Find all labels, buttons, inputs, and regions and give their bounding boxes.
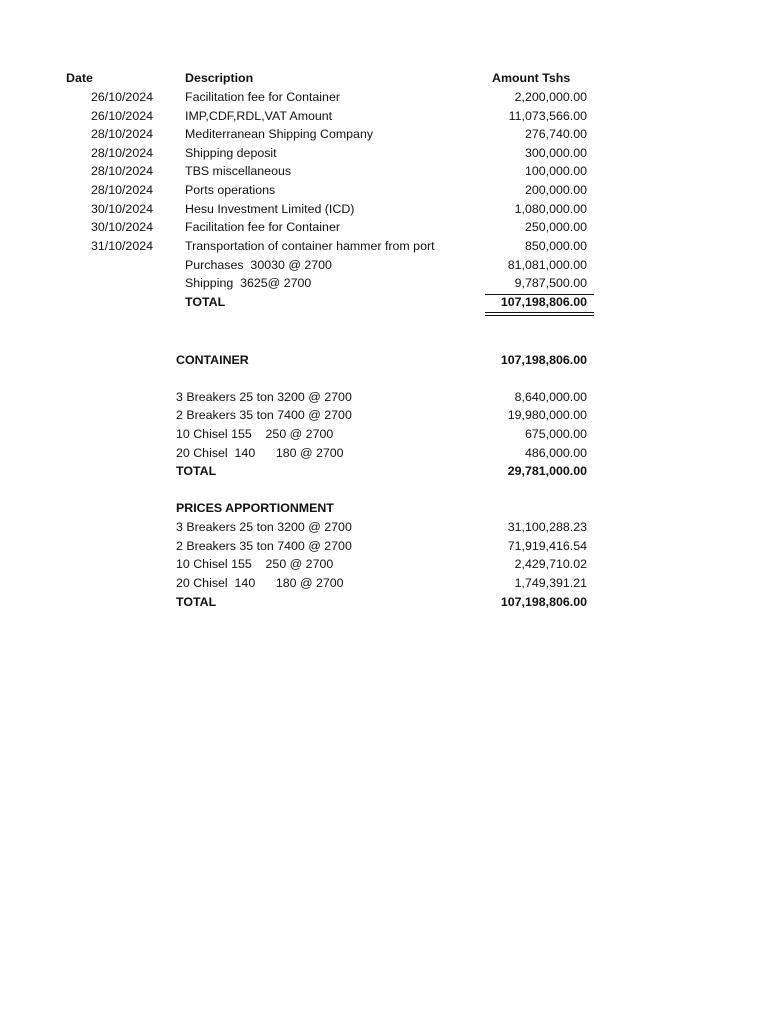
header-row: [0, 69, 768, 88]
apportionment-item-description: 3 Breakers 25 ton 3200 @ 2700: [176, 520, 352, 534]
expense-description: Shipping 3625@ 2700: [185, 276, 312, 290]
container-item-amount: 19,980,000.00: [507, 408, 587, 422]
container-item-amount: 486,000.00: [524, 446, 587, 460]
expense-row: [0, 144, 768, 163]
expense-description: Facilitation fee for Container: [185, 220, 340, 234]
description-header: Description: [185, 71, 254, 85]
expense-amount: 250,000.00: [524, 220, 587, 234]
container-item-amount: 675,000.00: [524, 427, 587, 441]
apportionment-item-description: 10 Chisel 155 250 @ 2700: [176, 557, 334, 571]
container-item-row: [0, 425, 768, 444]
expenses-total-amount: 107,198,806.00: [500, 295, 587, 309]
expense-amount: 81,081,000.00: [507, 258, 587, 272]
expense-row: [0, 125, 768, 144]
apportionment-total-amount: 107,198,806.00: [500, 595, 587, 609]
expense-row: [0, 256, 768, 275]
container-item-row: [0, 444, 768, 463]
expense-row: [0, 218, 768, 237]
expense-amount: 1,080,000.00: [514, 202, 587, 216]
apportionment-header-row: [0, 499, 768, 518]
container-item-description: 3 Breakers 25 ton 3200 @ 2700: [176, 390, 352, 404]
container-item-amount: 8,640,000.00: [514, 390, 587, 404]
apportionment-item-amount: 1,749,391.21: [514, 576, 587, 590]
total-double-underline: [485, 312, 594, 316]
apportionment-label: PRICES APPORTIONMENT: [176, 501, 334, 515]
apportionment-item-amount: 31,100,288.23: [507, 520, 587, 534]
expense-date: 26/10/2024: [90, 90, 153, 104]
expense-row: [0, 237, 768, 256]
apportionment-item-row: [0, 555, 768, 574]
expense-description: Mediterranean Shipping Company: [185, 127, 374, 141]
apportionment-total-label: TOTAL: [176, 595, 217, 609]
apportionment-item-row: [0, 537, 768, 556]
apportionment-item-description: 2 Breakers 35 ton 7400 @ 2700: [176, 539, 352, 553]
expense-description: Facilitation fee for Container: [185, 90, 340, 104]
expense-row: [0, 200, 768, 219]
expense-amount: 200,000.00: [524, 183, 587, 197]
expense-date: 30/10/2024: [90, 202, 153, 216]
container-item-description: 10 Chisel 155 250 @ 2700: [176, 427, 334, 441]
container-item-row: [0, 406, 768, 425]
expense-date: 28/10/2024: [90, 146, 153, 160]
expense-row: [0, 88, 768, 107]
container-item-description: 2 Breakers 35 ton 7400 @ 2700: [176, 408, 352, 422]
expense-amount: 850,000.00: [524, 239, 587, 253]
container-item-row: [0, 388, 768, 407]
expense-amount: 11,073,566.00: [508, 109, 587, 123]
expense-description: IMP,CDF,RDL,VAT Amount: [185, 109, 333, 123]
expenses-total-label: TOTAL: [185, 295, 226, 309]
expense-amount: 2,200,000.00: [514, 90, 587, 104]
expense-date: 30/10/2024: [90, 220, 153, 234]
amount-header: Amount Tshs: [492, 71, 571, 85]
expense-date: 31/10/2024: [90, 239, 153, 253]
container-total-label: TOTAL: [176, 464, 217, 478]
container-label: CONTAINER: [176, 353, 249, 367]
expense-amount: 276,740.00: [524, 127, 587, 141]
apportionment-item-row: [0, 574, 768, 593]
expense-date: 28/10/2024: [90, 127, 153, 141]
apportionment-total-row: [0, 593, 768, 612]
container-item-description: 20 Chisel 140 180 @ 2700: [176, 446, 344, 460]
expense-row: [0, 107, 768, 126]
expense-description: Purchases 30030 @ 2700: [185, 258, 332, 272]
expense-amount: 9,787,500.00: [514, 276, 587, 290]
apportionment-item-amount: 71,919,416.54: [507, 539, 587, 553]
container-header-row: [0, 351, 768, 370]
expense-date: 26/10/2024: [90, 109, 153, 123]
date-header: Date: [66, 71, 93, 85]
expense-row: [0, 181, 768, 200]
expense-description: Shipping deposit: [185, 146, 277, 160]
expense-description: TBS miscellaneous: [185, 164, 292, 178]
expense-date: 28/10/2024: [90, 183, 153, 197]
expense-row: [0, 274, 768, 293]
expense-amount: 100,000.00: [524, 164, 587, 178]
container-total-row: [0, 462, 768, 481]
expense-date: 28/10/2024: [90, 164, 153, 178]
apportionment-item-description: 20 Chisel 140 180 @ 2700: [176, 576, 344, 590]
expenses-total-row: [0, 293, 768, 312]
expense-amount: 300,000.00: [524, 146, 587, 160]
expense-description: Ports operations: [185, 183, 276, 197]
expense-row: [0, 162, 768, 181]
apportionment-item-row: [0, 518, 768, 537]
apportionment-item-amount: 2,429,710.02: [514, 557, 587, 571]
container-amount: 107,198,806.00: [500, 353, 587, 367]
expense-description: Hesu Investment Limited (ICD): [185, 202, 355, 216]
expense-description: Transportation of container hammer from port: [185, 239, 435, 253]
container-total-amount: 29,781,000.00: [507, 464, 587, 478]
